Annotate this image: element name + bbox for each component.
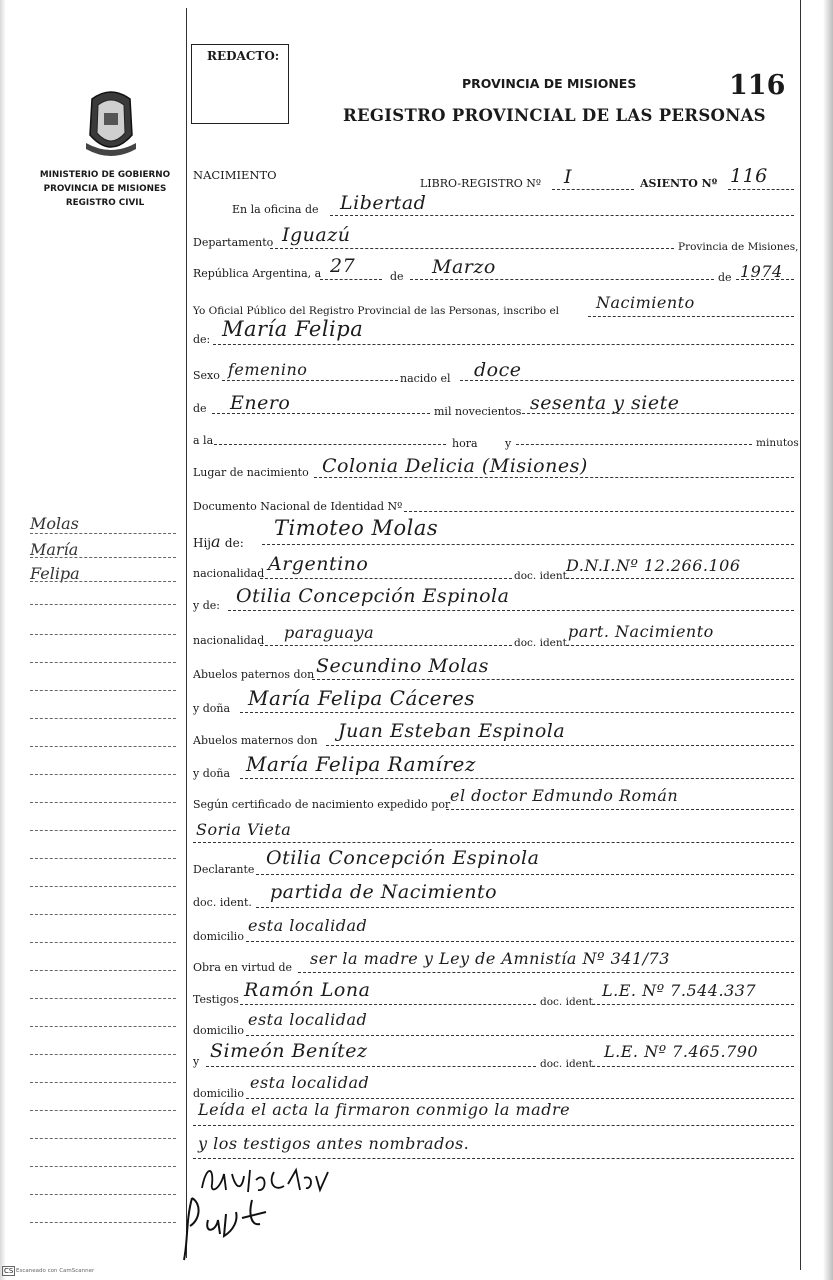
nombre-dots bbox=[213, 344, 794, 345]
margin-border-line bbox=[186, 8, 187, 1258]
sexo-dots bbox=[222, 380, 398, 381]
de-label: de bbox=[390, 270, 404, 283]
y-testigo-label: y bbox=[193, 1055, 200, 1068]
obra-label: Obra en virtud de bbox=[193, 961, 293, 974]
testigo1-doc-dots bbox=[592, 1004, 794, 1005]
decl-doc-label: doc. ident. bbox=[193, 896, 252, 909]
doc-ident-label-3: doc. ident. bbox=[540, 996, 597, 1008]
y-dona-label: y doña bbox=[193, 702, 231, 715]
madre-dots bbox=[228, 610, 794, 611]
abuelo-pat-dots bbox=[312, 679, 794, 680]
coat-of-arms-seal-icon bbox=[82, 85, 140, 161]
dni-dots bbox=[404, 511, 794, 512]
sexo-value: femenino bbox=[228, 360, 308, 379]
camscanner-text: Escaneado con CamScanner bbox=[16, 1268, 95, 1274]
abuelo-mat-value: Juan Esteban Espinola bbox=[338, 720, 566, 742]
dia-value: 27 bbox=[330, 255, 356, 277]
nacido-value: doce bbox=[474, 359, 522, 381]
page-edge-right bbox=[823, 0, 833, 1280]
abuelo-pat-value: Secundino Molas bbox=[316, 655, 489, 677]
testigo2-dots bbox=[206, 1066, 536, 1067]
padre-dots bbox=[262, 544, 794, 545]
padre-nac-dots bbox=[260, 578, 512, 579]
province-title: PROVINCIA DE MISIONES bbox=[462, 76, 637, 91]
madre-nac-dots bbox=[260, 645, 512, 646]
a-la-label: a la bbox=[193, 434, 214, 447]
mes-dots bbox=[410, 279, 714, 280]
domicilio-dots bbox=[246, 941, 794, 942]
dni-label: Documento Nacional de Identidad Nº bbox=[193, 500, 403, 513]
padre-nac-value: Argentino bbox=[268, 553, 369, 575]
cierre-dots-1 bbox=[193, 1125, 794, 1126]
abuelo-mat-dots bbox=[326, 745, 794, 746]
hijo-de-label: de: bbox=[224, 536, 244, 550]
domicilio-label-2: domicilio bbox=[193, 1024, 244, 1037]
madre-nac-value: paraguaya bbox=[284, 623, 375, 642]
ministry-line: REGISTRO CIVIL bbox=[65, 198, 145, 208]
asiento-value: 116 bbox=[730, 165, 768, 187]
testigo2-value: Simeón Benítez bbox=[210, 1040, 368, 1062]
sexo-label: Sexo bbox=[193, 369, 220, 382]
obra-value: ser la madre y Ley de Amnistía Nº 341/73 bbox=[310, 949, 670, 968]
segun-value: el doctor Edmundo Román bbox=[450, 786, 679, 805]
abuela-mat-dots bbox=[240, 778, 794, 779]
margin-note-line: Felipa bbox=[30, 564, 80, 583]
dia-dots bbox=[320, 279, 382, 280]
testigo1-value: Ramón Lona bbox=[244, 979, 371, 1001]
cierre-line-2: y los testigos antes nombrados. bbox=[198, 1134, 470, 1153]
abuela-pat-value: María Felipa Cáceres bbox=[248, 686, 476, 710]
mil-label: mil novecientos bbox=[434, 405, 522, 418]
abuela-pat-dots bbox=[240, 712, 794, 713]
doc-ident-label: doc. ident. bbox=[514, 570, 571, 582]
hijo-label bbox=[193, 532, 244, 551]
oficina-label: En la oficina de bbox=[232, 203, 319, 216]
minutos-dots bbox=[516, 444, 752, 445]
testigo2-dom: esta localidad bbox=[250, 1073, 370, 1092]
declarante-dots bbox=[256, 874, 794, 875]
doc-ident-label-2: doc. ident. bbox=[514, 637, 571, 649]
section-label: NACIMIENTO bbox=[193, 168, 277, 182]
y-dona-label-2: y doña bbox=[193, 767, 231, 780]
margin-note-line: Molas bbox=[30, 514, 79, 533]
libro-dots bbox=[552, 189, 634, 190]
mes-nac-value: Enero bbox=[230, 392, 291, 414]
de-label-3: de bbox=[193, 402, 207, 415]
ministry-line: MINISTERIO DE GOBIERNO bbox=[39, 170, 171, 180]
cierre-line-1: Leída el acta la firmaron conmigo la madre bbox=[198, 1100, 571, 1119]
lugar-dots bbox=[314, 477, 794, 478]
decl-doc-dots bbox=[256, 907, 794, 908]
segun-label: Según certificado de nacimiento expedido por bbox=[193, 798, 451, 811]
declarante-label: Declarante bbox=[193, 863, 255, 876]
hijo-suffix: a bbox=[211, 532, 222, 551]
oficina-dots bbox=[330, 215, 794, 216]
signature-oficial bbox=[182, 1190, 292, 1262]
page-edge-left bbox=[0, 0, 6, 1280]
obra-dots bbox=[298, 972, 794, 973]
doc-ident-label-4: doc. ident. bbox=[540, 1058, 597, 1070]
lugar-value: Colonia Delicia (Misiones) bbox=[322, 455, 588, 477]
asiento-dots bbox=[728, 189, 794, 190]
cierre-dots-2 bbox=[193, 1158, 794, 1159]
anio-value: 1974 bbox=[740, 262, 783, 281]
padre-doc-dots bbox=[566, 578, 794, 579]
declarante-value: Otilia Concepción Espinola bbox=[266, 847, 540, 869]
madre-doc-dots bbox=[566, 645, 794, 646]
testigos-label: Testigos bbox=[193, 993, 239, 1006]
abuelos-mat-label: Abuelos maternos don bbox=[193, 734, 318, 747]
testigo2-doc: L.E. Nº 7.465.790 bbox=[604, 1042, 759, 1061]
nacionalidad-label-2: nacionalidad bbox=[193, 634, 265, 647]
departamento-value: Iguazú bbox=[282, 224, 351, 246]
de-nombre-label: de: bbox=[193, 333, 211, 346]
margin-note-line: María bbox=[30, 540, 79, 559]
y-de-label: y de: bbox=[193, 599, 220, 612]
nacido-label: nacido el bbox=[400, 372, 451, 385]
padre-doc-value: D.N.I.Nº 12.266.106 bbox=[566, 556, 741, 575]
domicilio-value: esta localidad bbox=[248, 916, 368, 935]
hora-dots bbox=[214, 444, 446, 445]
testigo1-doc: L.E. Nº 7.544.337 bbox=[602, 981, 757, 1000]
anio-nac-value: sesenta y siete bbox=[530, 392, 680, 414]
oficial-label: Yo Oficial Público del Registro Provincial de las Personas, inscribo el bbox=[193, 305, 560, 317]
mes-value: Marzo bbox=[432, 256, 496, 278]
republica-label: República Argentina, a bbox=[193, 267, 322, 280]
oficina-value: Libertad bbox=[340, 192, 427, 214]
inscribo-dots bbox=[588, 316, 794, 317]
lugar-label: Lugar de nacimiento bbox=[193, 466, 309, 479]
hijo-prefix: Hij bbox=[193, 536, 212, 550]
abuela-mat-value: María Felipa Ramírez bbox=[246, 752, 476, 776]
registry-title: REGISTRO PROVINCIAL DE LAS PERSONAS bbox=[343, 106, 766, 125]
redacto-label: REDACTO: bbox=[207, 49, 280, 63]
padre-value: Timoteo Molas bbox=[274, 516, 439, 540]
madre-doc-value: part. Nacimiento bbox=[568, 622, 714, 641]
testigo2-dom-dots bbox=[246, 1098, 794, 1099]
de-label-2: de bbox=[718, 271, 732, 284]
nombre-value: María Felipa bbox=[222, 317, 364, 341]
decl-doc-value: partida de Nacimiento bbox=[270, 881, 498, 903]
y-label: y bbox=[505, 437, 512, 450]
testigo2-doc-dots bbox=[592, 1066, 794, 1067]
libro-label: LIBRO-REGISTRO Nº bbox=[420, 177, 542, 190]
minutos-label: minutos bbox=[756, 437, 799, 449]
page-number: 116 bbox=[729, 70, 786, 101]
testigo1-dots bbox=[240, 1004, 536, 1005]
right-border-line bbox=[800, 0, 801, 1270]
ministry-block bbox=[30, 168, 180, 210]
provincia-label: Provincia de Misiones, bbox=[678, 241, 799, 253]
domicilio-label: domicilio bbox=[193, 930, 244, 943]
departamento-label: Departamento bbox=[193, 236, 274, 249]
abuelos-pat-label: Abuelos paternos don bbox=[193, 668, 315, 681]
testigo1-dom: esta localidad bbox=[248, 1010, 368, 1029]
hora-label: hora bbox=[452, 437, 478, 450]
segun-value-2: Soria Vieta bbox=[196, 820, 292, 839]
asiento-label: ASIENTO Nº bbox=[640, 177, 718, 190]
libro-value: I bbox=[564, 166, 573, 188]
nacionalidad-label: nacionalidad bbox=[193, 567, 265, 580]
departamento-dots bbox=[270, 248, 674, 249]
segun-dots bbox=[446, 809, 794, 810]
inscribo-value: Nacimiento bbox=[596, 293, 695, 312]
ministry-line: PROVINCIA DE MISIONES bbox=[43, 184, 167, 194]
segun-dots-2 bbox=[193, 842, 794, 843]
madre-value: Otilia Concepción Espinola bbox=[236, 585, 510, 607]
camscanner-icon: CS bbox=[4, 1267, 14, 1275]
testigo1-dom-dots bbox=[246, 1035, 794, 1036]
domicilio-label-3: domicilio bbox=[193, 1087, 244, 1100]
